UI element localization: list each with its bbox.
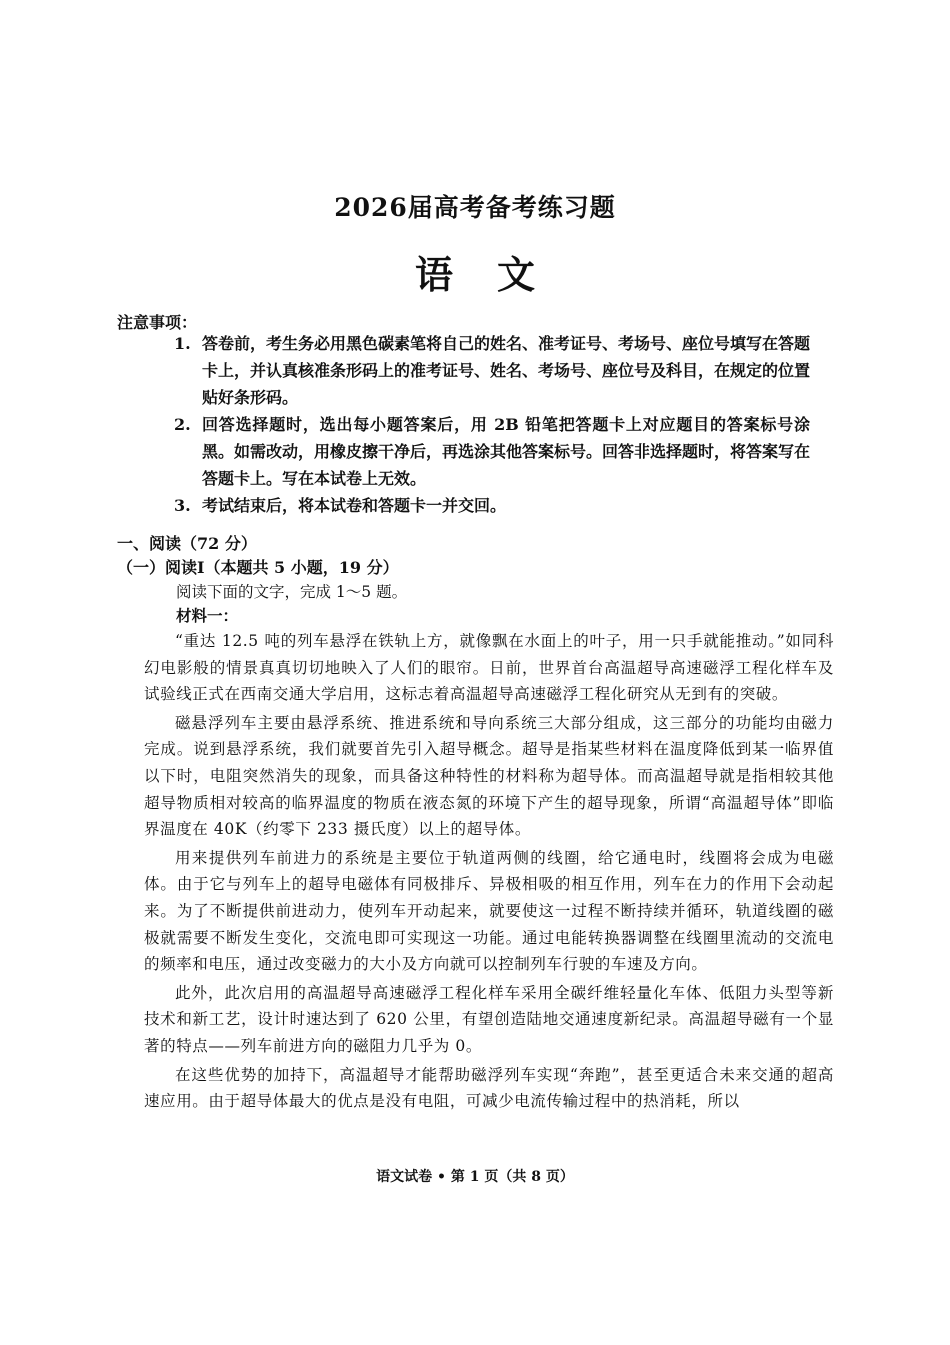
page-footer: 语文试卷 • 第 1 页（共 8 页）: [376, 1169, 574, 1185]
section-subtitle: （一）阅读Ⅰ（本题共 5 小题，19 分）: [117, 558, 399, 577]
reading-instruction: 阅读下面的文字，完成 1～5 题。: [176, 583, 408, 601]
subject-title: 语文: [414, 252, 579, 297]
notes-list: [174, 330, 810, 519]
note-item: [174, 492, 810, 519]
note-text: 回答选择题时，选出每小题答案后，用 2B 铅笔把答题卡上对应题目的答案标号涂黑。如需改动，用橡皮擦干净后，再选涂其他答案标号。回答非选择题时，将答案写在答题卡上。写在本试卷上无效。: [202, 415, 811, 488]
note-text: 答卷前，考生务必用黑色碳素笔将自己的姓名、准考证号、考场号、座位号填写在答题卡上，并认真核准条形码上的准考证号、姓名、考场号、座位号及科目，在规定的位置贴好条形码。: [202, 334, 811, 407]
notes-heading: 注意事项：: [117, 313, 198, 332]
article-paragraph: “重达 12.5 吨的列车悬浮在铁轨上方，就像飘在水面上的叶子，用一只手就能推动。”如同科幻电影般的情景真真切切地映入了人们的眼帘。日前，世界首台高温超导高速磁浮工程化样车及试验线正式在西南交通大学启用，这标志着高温超导高速磁浮工程化研究从无到有的突破。: [144, 632, 834, 704]
note-item: [174, 411, 810, 492]
article-body: [144, 628, 834, 1117]
note-number: 1.: [174, 334, 191, 353]
article-paragraph: 磁悬浮列车主要由悬浮系统、推进系统和导向系统三大部分组成，这三部分的功能均由磁力完成。说到悬浮系统，我们就要首先引入超导概念。超导是指某些材料在温度降低到某一临界值以下时，电阻突然消失的现象，而具备这种特性的材料称为超导体。而高温超导就是指相较其他超导物质相对较高的临界温度的物质在液态氮的环境下产生的超导现象，所谓“高温超导体”即临界温度在 40K（约零下 233 摄氏度）以上的超导体。: [144, 713, 834, 839]
exam-title: 2026届高考备考练习题: [334, 193, 616, 222]
article-paragraph: 在这些优势的加持下，高温超导才能帮助磁浮列车实现“奔跑”，甚至更适合未来交通的超高速应用。由于超导体最大的优点是没有电阻，可减少电流传输过程中的热消耗，所以: [144, 1065, 834, 1111]
note-number: 3.: [174, 496, 191, 515]
material-label: 材料一：: [176, 606, 239, 625]
note-text: 考试结束后，将本试卷和答题卡一并交回。: [202, 496, 507, 515]
section-title: 一、阅读（72 分）: [117, 534, 257, 553]
article-paragraph: 此外，此次启用的高温超导高速磁浮工程化样车采用全碳纤维轻量化车体、低阻力头型等新技术和新工艺，设计时速达到了 620 公里，有望创造陆地交通速度新纪录。高温超导磁有一个显著的特点——列车前进方向的磁阻力几乎为 0。: [144, 983, 834, 1055]
note-number: 2.: [174, 415, 191, 434]
note-item: [174, 330, 810, 411]
article-paragraph: 用来提供列车前进力的系统是主要位于轨道两侧的线圈，给它通电时，线圈将会成为电磁体。由于它与列车上的超导电磁体有同极排斥、异极相吸的相互作用，列车在力的作用下会动起来。为了不断提供前进动力，使列车开动起来，就要使这一过程不断持续并循环，轨道线圈的磁极就需要不断发生变化，交流电即可实现这一功能。通过电能转换器调整在线圈里流动的交流电的频率和电压，通过改变磁力的大小及方向就可以控制列车行驶的车速及方向。: [144, 848, 834, 974]
